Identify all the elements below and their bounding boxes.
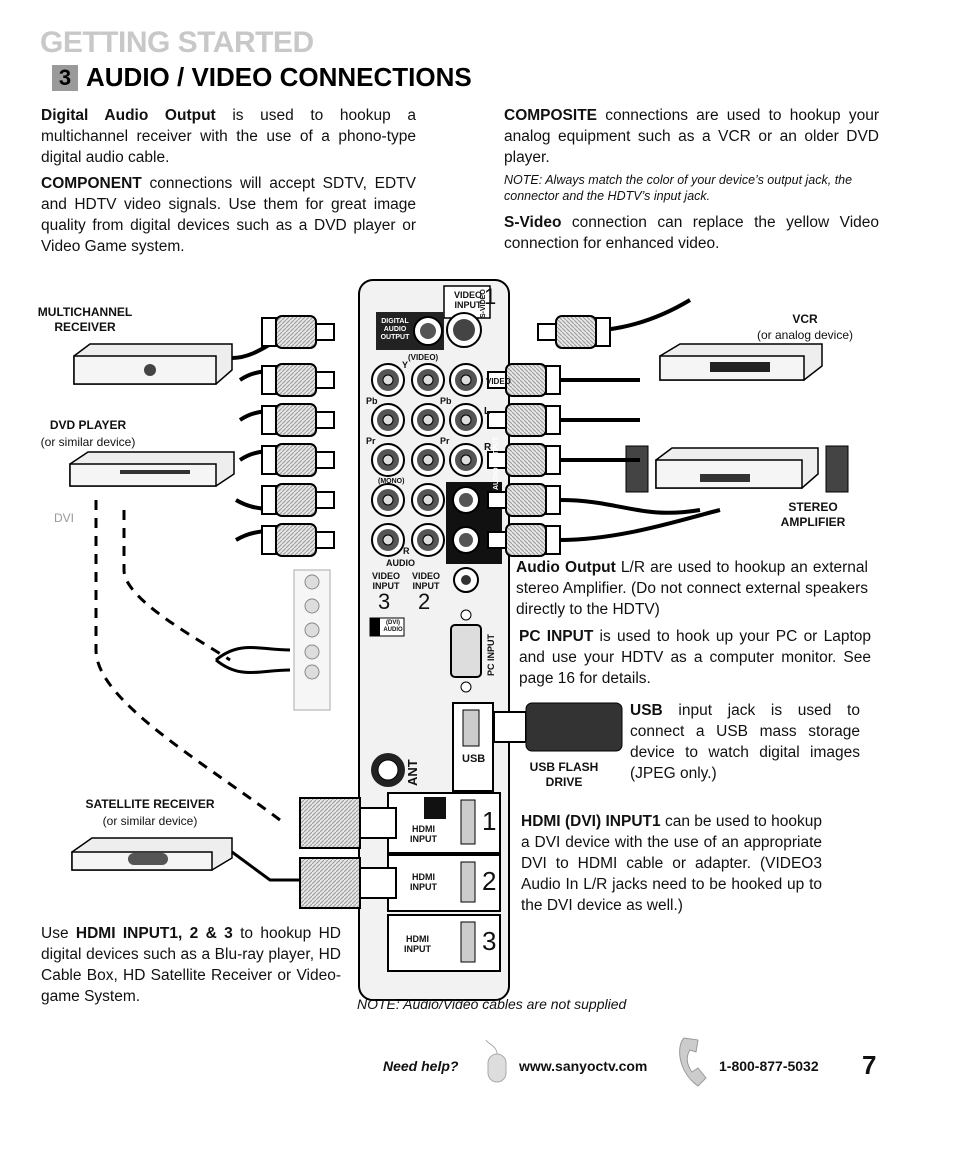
hdmi-2-input: INPUT xyxy=(410,882,437,892)
hdmi-inputs-use: Use xyxy=(41,925,76,942)
pb-label-2: Pb xyxy=(440,396,452,406)
hdmi-2-number: 2 xyxy=(482,866,497,896)
dvd-player-label: DVD PLAYER xyxy=(49,418,127,432)
audio-output-text: L/R are used to hookup an external stereo Amplifier. (Do not connect external speakers directly to the HDTV) xyxy=(516,559,868,618)
color-note-label: NOTE xyxy=(504,173,539,187)
s-video-label: S-VIDEO xyxy=(480,289,487,318)
svideo-text: connection can replace the yellow Video connection for enhanced video. xyxy=(504,214,879,252)
audio-output-term: Audio Output xyxy=(516,559,616,576)
usb-label: USB xyxy=(462,753,486,765)
step-number-badge: 3 xyxy=(52,65,78,91)
usb-paragraph xyxy=(630,700,860,784)
hdmi-3-number: 3 xyxy=(482,926,497,956)
phone-icon xyxy=(676,1036,712,1088)
dvi-label: DVI xyxy=(54,511,75,525)
ant-label: ANT xyxy=(405,759,420,786)
vcr-graphic xyxy=(660,344,822,380)
multichannel-receiver-graphic xyxy=(74,344,232,384)
hdmi-3-label xyxy=(404,934,431,954)
color-note-text: : Always match the color of your device’s output jack, the connector and the HDTV’s input jack. xyxy=(504,173,853,203)
r-label: R xyxy=(484,442,492,453)
video-input-2-number: 2 xyxy=(418,589,431,614)
digital-audio-text: is used to hookup a multichannel receiver with the use of a phono-type digital audio cable. xyxy=(41,107,416,166)
hdmi-inputs-term: HDMI INPUT1, 2 & 3 xyxy=(75,925,233,942)
hdmi-3-input: INPUT xyxy=(404,944,431,954)
hdmi-2-label xyxy=(410,872,437,892)
dvd-player-sublabel: (or similar device) xyxy=(40,435,136,449)
video-label: VIDEO xyxy=(486,377,511,386)
usb-flash-drive-graphic xyxy=(494,703,622,751)
r-label-audio: R xyxy=(403,546,410,556)
need-help-label: Need help? xyxy=(383,1058,459,1074)
audio-label: AUDIO xyxy=(386,558,415,568)
mono-label: (MONO) xyxy=(378,478,405,485)
composite-term: COMPOSITE xyxy=(504,107,598,124)
audio-output-label: AUDIO OUTPUT xyxy=(493,436,500,490)
dvd-player-graphic xyxy=(70,452,234,486)
hdmi-2-hdmi: HDMI xyxy=(412,872,435,882)
pc-input-text: is used to hook up your PC or Laptop and use your HDTV as a computer monitor. See page 16 for details. xyxy=(519,628,872,687)
stereo-amplifier-label: STEREO AMPLIFIER xyxy=(780,500,846,529)
satellite-receiver-sublabel: (or similar device) xyxy=(102,814,198,828)
pc-input-term: PC INPUT xyxy=(519,628,594,645)
vcr-label: VCR xyxy=(792,312,818,326)
hdmi-dvi-term: HDMI (DVI) INPUT1 xyxy=(521,813,661,830)
satellite-receiver-graphic xyxy=(72,838,232,870)
cables-note-label: NOTE xyxy=(357,996,396,1012)
satellite-receiver-label: SATELLITE RECEIVER xyxy=(85,797,215,811)
pr-label-1: Pr xyxy=(366,436,376,446)
digital-audio-term: Digital Audio Output xyxy=(41,107,216,124)
hdmi-1-label xyxy=(410,824,437,844)
video-input-2-label: VIDEO INPUT xyxy=(411,571,440,591)
video-input-3-number: 3 xyxy=(378,589,391,614)
usb-term: USB xyxy=(630,702,663,719)
video-input-3-label: VIDEO INPUT xyxy=(371,571,400,591)
video-tag-label: (VIDEO) xyxy=(408,353,439,362)
page-title-text: AUDIO / VIDEO CONNECTIONS xyxy=(86,62,472,92)
hdmi-inputs-text: to hookup HD digital devices such as a Blu-ray player, HD Cable Box, HD Satellite Receiver or Video-game System. xyxy=(41,925,341,1005)
usb-flash-drive-label: USB FLASH DRIVE xyxy=(529,760,599,789)
l-label: L xyxy=(484,406,491,417)
pr-label-2: Pr xyxy=(440,436,450,446)
digital-audio-output-label: DIGITAL AUDIO OUTPUT xyxy=(380,318,410,341)
section-heading: GETTING STARTED xyxy=(40,26,314,59)
hdmi-1-hdmi: HDMI xyxy=(412,824,435,834)
hdmi-1-input: INPUT xyxy=(410,834,437,844)
video-input-1-number: 1 xyxy=(484,284,497,309)
pc-input-paragraph xyxy=(519,626,871,689)
hdmi-1-number: 1 xyxy=(482,806,497,836)
pb-label-1: Pb xyxy=(366,396,378,406)
component-text: connections will accept SDTV, EDTV and HDTV video signals. Use them for great image quality from digital devices such as a DVD player or Video Game system. xyxy=(41,175,416,255)
composite-text: connections are used to hookup your analog equipment such as a VCR or an older DVD player. xyxy=(504,107,879,166)
svideo-term: S-Video xyxy=(504,214,562,231)
vcr-sublabel: (or analog device) xyxy=(756,328,854,342)
component-term: COMPONENT xyxy=(41,175,142,192)
pc-input-label: PC INPUT xyxy=(486,633,496,676)
page-number: 7 xyxy=(862,1050,877,1080)
audio-output-paragraph xyxy=(516,557,868,620)
dvi-audio-label: (DVI) AUDIO xyxy=(383,620,403,633)
y-label: Y xyxy=(402,360,409,370)
hdmi-dvi-text: can be used to hookup a DVI device with the use of an appropriate DVI to HDMI cable or adapter. (VIDEO3 Audio In L/R jacks need to be hooked up to the DVI device as well.) xyxy=(521,813,823,914)
cables-note xyxy=(357,996,626,1012)
cables-note-text: : Audio/Video cables are not supplied xyxy=(395,996,627,1012)
phone-number: 1-800-877-5032 xyxy=(719,1058,819,1074)
hdmi-dvi-paragraph xyxy=(521,811,822,916)
hdmi-inputs-paragraph xyxy=(41,923,341,1007)
multichannel-receiver-label: MULTICHANNEL RECEIVER xyxy=(37,305,133,334)
mouse-icon xyxy=(484,1040,510,1086)
stereo-amplifier-graphic xyxy=(626,446,848,492)
website-link[interactable]: www.sanyoctv.com xyxy=(519,1058,648,1074)
usb-text: input jack is used to connect a USB mass storage device to watch digital images (JPEG only.) xyxy=(630,702,860,782)
hdmi-3-hdmi: HDMI xyxy=(406,934,429,944)
video-input-1-label: VIDEO INPUT xyxy=(453,290,482,310)
